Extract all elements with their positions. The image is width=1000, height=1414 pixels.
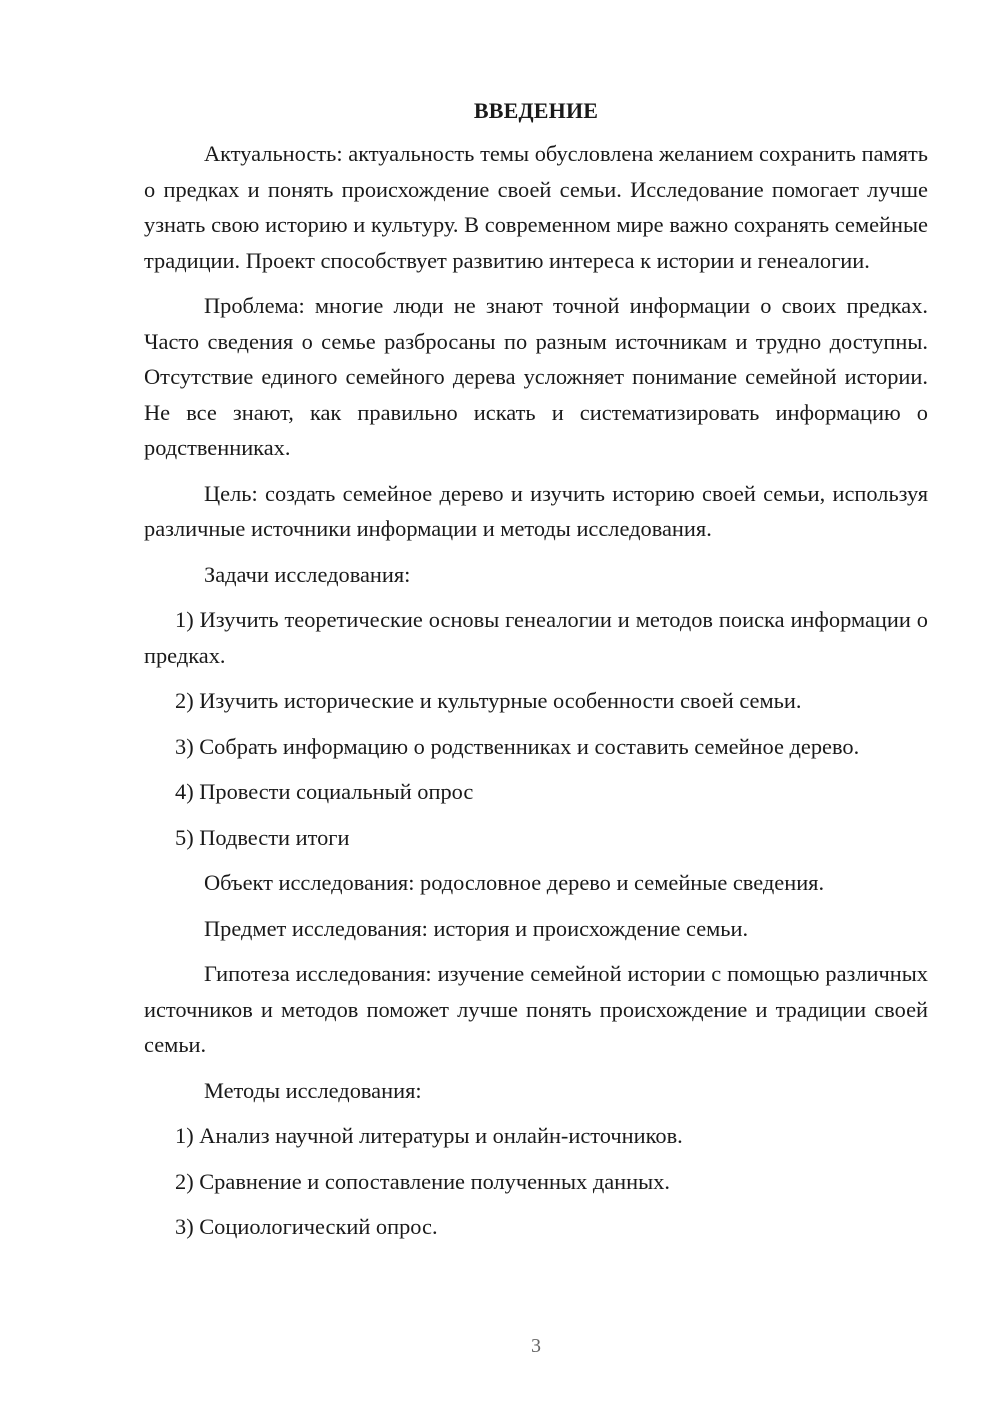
task-item-5: 5) Подвести итоги (175, 824, 350, 850)
goal-paragraph: Цель: создать семейное дерево и изучить историю своей семьи, используя различные источники информации и методы исследования. (144, 480, 928, 541)
method-item-1: 1) Анализ научной литературы и онлайн-источников. (175, 1123, 683, 1148)
task-item-2: 2) Изучить исторические и культурные особенности своей семьи. (175, 688, 802, 713)
task-item-1: 1) Изучить теоретические основы генеалогии и методов поиска информации о предках. (144, 607, 928, 668)
task-item-4: 4) Провести социальный опрос (175, 779, 474, 804)
page-title: ВВЕДЕНИЕ (473, 98, 599, 123)
problem-paragraph: Проблема: многие люди не знают точной информации о своих предках. Часто сведения о семье разбросаны по разным источникам и трудно доступны. Отсутствие единого семейного дерева усложняет понимание семейной истории. Не все знают, как правильно искать и систематизировать информацию о родственниках. (144, 293, 928, 460)
page-content (144, 95, 928, 1245)
tasks-title: Задачи исследования: (204, 561, 411, 587)
object-paragraph: Объект исследования: родословное дерево и семейные сведения. (204, 870, 825, 895)
task-item-3: 3) Собрать информацию о родственниках и составить семейное дерево. (175, 733, 860, 759)
method-item-3: 3) Социологический опрос. (175, 1214, 438, 1239)
methods-title: Методы исследования: (204, 1077, 422, 1103)
page-number: 3 (531, 1335, 541, 1357)
relevance-paragraph: Актуальность: актуальность темы обусловлена желанием сохранить память о предках и понять происхождение своей семьи. Исследование помогает лучше узнать свою историю и культуру. В современном мире важно сохранять семейные традиции. Проект способствует развитию интереса к истории и генеалогии. (144, 141, 928, 273)
hypothesis-paragraph: Гипотеза исследования: изучение семейной истории с помощью различных источников и методов поможет лучше понять происхождение и традиции своей семьи. (144, 961, 928, 1057)
method-item-2: 2) Сравнение и сопоставление полученных данных. (175, 1168, 670, 1194)
subject-paragraph: Предмет исследования: история и происхождение семьи. (204, 915, 749, 941)
